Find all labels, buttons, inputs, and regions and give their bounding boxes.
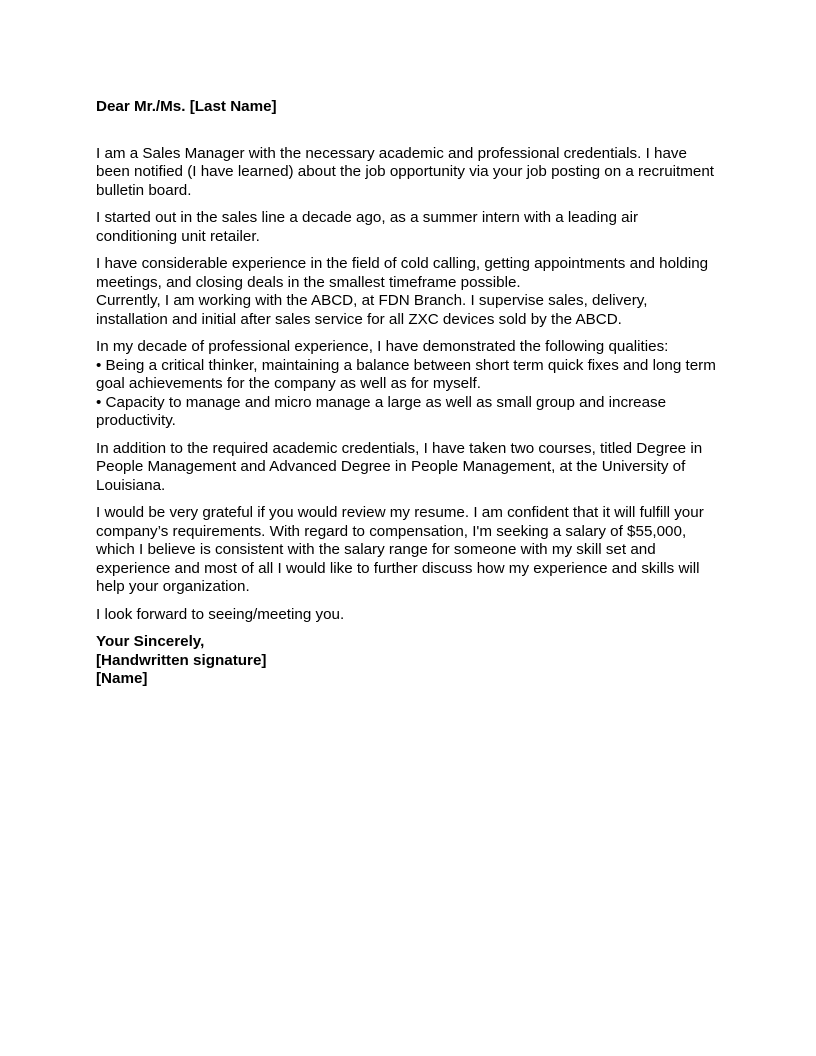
salutation: Dear Mr./Ms. [Last Name]: [96, 98, 277, 115]
experience-line-1: I have considerable experience in the field of cold calling, getting appointments and holding meetings, and closing deals in the smallest timeframe possible.: [96, 255, 709, 291]
paragraph-experience: [96, 255, 716, 329]
qualities-bullet-1: • Being a critical thinker, maintaining a balance between short term quick fixes and long term goal achievements for the company as well as for myself.: [96, 356, 716, 392]
paragraph-background: I started out in the sales line a decade ago, as a summer intern with a leading air conditioning unit retailer.: [96, 209, 638, 245]
closing-block: [96, 633, 716, 689]
name-placeholder: [Name]: [96, 670, 148, 687]
experience-line-2: Currently, I am working with the ABCD, at FDN Branch. I supervise sales, delivery, installation and initial after sales service for all ZXC devices sold by the ABCD.: [96, 292, 648, 328]
qualities-bullet-2: • Capacity to manage and micro manage a large as well as small group and increase productivity.: [96, 393, 667, 429]
paragraph-closing-remark: I look forward to seeing/meeting you.: [96, 605, 345, 623]
paragraph-qualities: [96, 338, 716, 431]
paragraph-request: I would be very grateful if you would review my resume. I am confident that it will fulfill your company’s requirements. With regard to compensation, I'm seeking a salary of $55,000, which I believe is consistent with the salary range for someone with my skill set and experience and most of all I would like to further discuss how my experience and skills will help your organization.: [96, 504, 704, 595]
paragraph-introduction: I am a Sales Manager with the necessary academic and professional credentials. I have been notified (I have learned) about the job opportunity via your job posting on a recruitment bulletin board.: [96, 144, 715, 199]
valediction: Your Sincerely,: [96, 633, 205, 650]
qualities-intro: In my decade of professional experience, I have demonstrated the following qualities:: [96, 338, 669, 355]
signature-placeholder: [Handwritten signature]: [96, 651, 267, 669]
paragraph-education: In addition to the required academic credentials, I have taken two courses, titled Degree in People Management and Advanced Degree in People Management, at the University of Louisiana.: [96, 439, 703, 494]
letter-page: [96, 98, 716, 689]
